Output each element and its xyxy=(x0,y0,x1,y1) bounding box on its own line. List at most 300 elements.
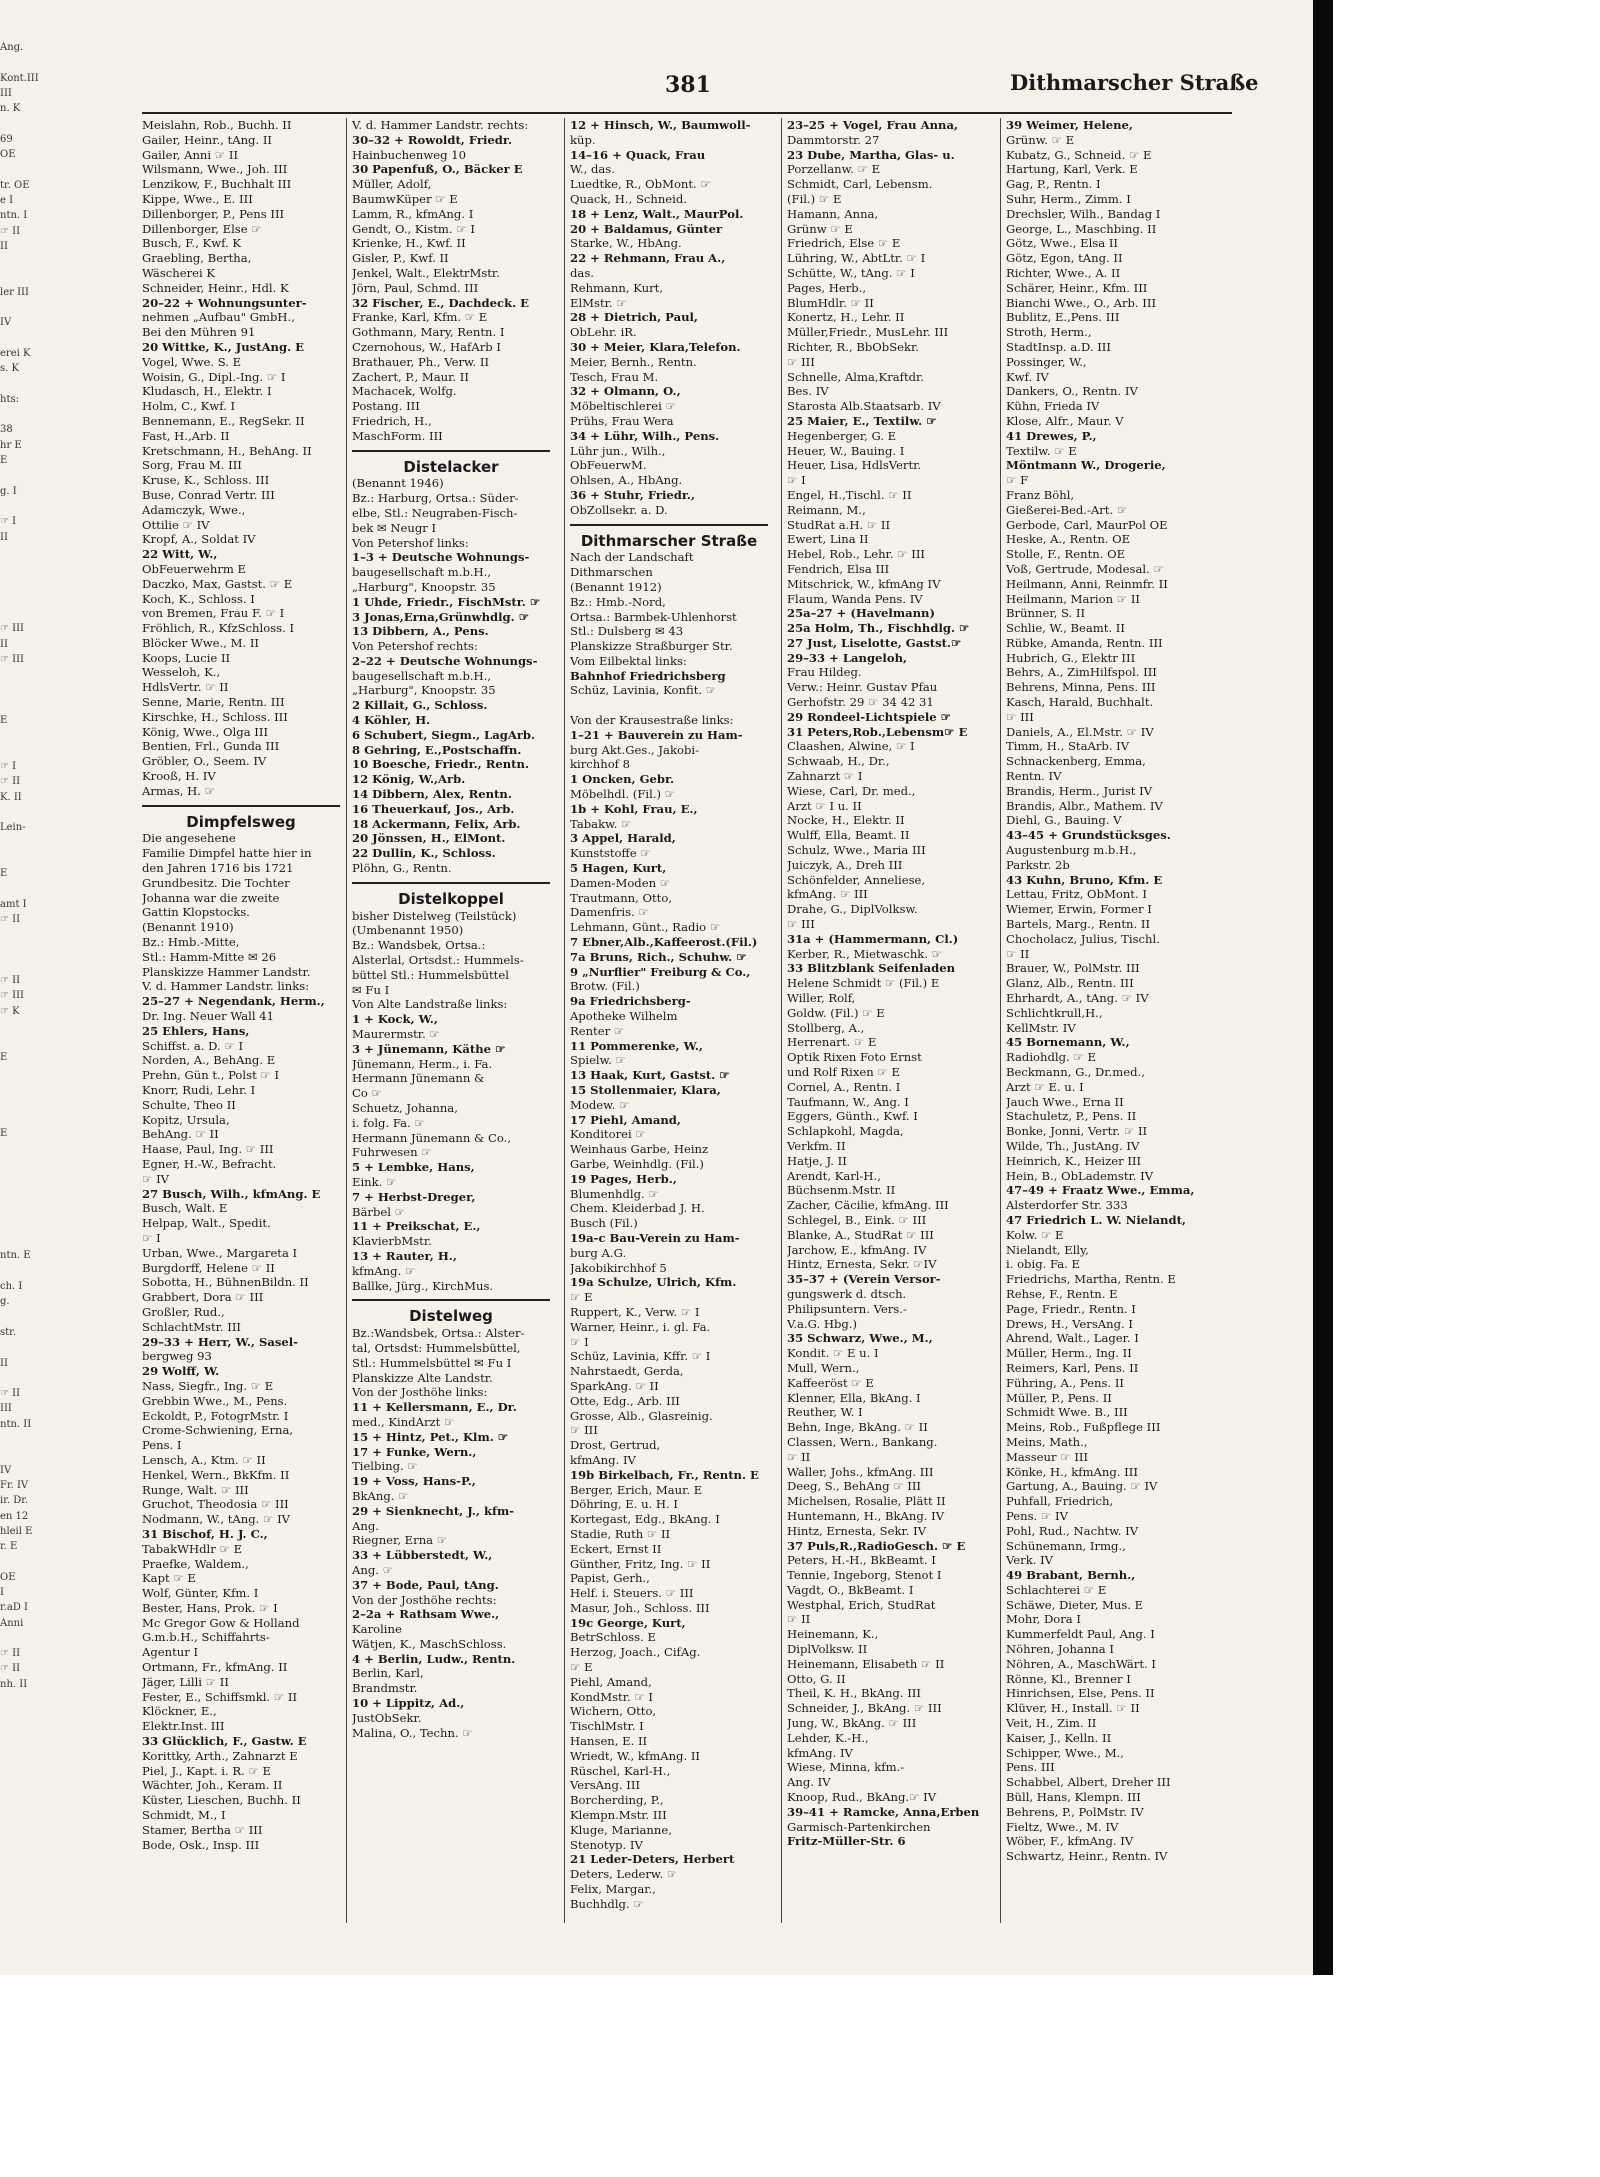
directory-entry: Modew. ☞ xyxy=(570,1097,630,1112)
directory-entry: Schäwe, Dieter, Mus. E xyxy=(1006,1597,1144,1612)
directory-entry: bergweg 93 xyxy=(142,1349,212,1364)
directory-entry: Garbe, Weinhdlg. (Fil.) xyxy=(570,1156,704,1171)
directory-entry: Buse, Conrad Vertr. III xyxy=(142,487,275,502)
strip-fragment xyxy=(0,1218,48,1233)
directory-entry: Claashen, Alwine, ☞ I xyxy=(787,739,915,754)
directory-entry: Reimers, Karl, Pens. II xyxy=(1006,1360,1139,1375)
directory-entry: Piehl, Amand, xyxy=(570,1674,652,1689)
directory-entry: Wöber, F., kfmAng. IV xyxy=(1006,1834,1134,1849)
directory-entry: Ohlsen, A., HbAng. xyxy=(570,473,683,488)
directory-entry: Kühn, Frieda IV xyxy=(1006,399,1100,414)
directory-entry: 11 + Preikschat, E., xyxy=(352,1219,481,1234)
directory-entry: Wäscherei K xyxy=(142,265,216,280)
directory-entry: 2–22 + Deutsche Wohnungs- xyxy=(352,653,538,668)
strip-fragment: OE xyxy=(0,1571,16,1583)
directory-entry: Vom Eilbektal links: xyxy=(570,653,687,668)
directory-entry: Vagdt, O., BkBeamt. I xyxy=(787,1582,914,1597)
directory-entry: Fuhrwesen ☞ xyxy=(352,1145,432,1160)
strip-fragment: en 12 xyxy=(0,1510,29,1522)
directory-entry: Krooß, H. IV xyxy=(142,769,216,784)
directory-entry: Pens. III xyxy=(1006,1760,1055,1775)
directory-entry: BkAng. ☞ xyxy=(352,1488,409,1503)
directory-entry: Verw.: Heinr. Gustav Pfau xyxy=(787,680,938,695)
directory-entry: 29 Rondeel-Lichtspiele ☞ xyxy=(787,709,952,724)
directory-entry: Heinrich, K., Heizer III xyxy=(1006,1153,1142,1168)
directory-entry: Taufmann, W., Ang. I xyxy=(787,1094,909,1109)
directory-entry: MaschForm. III xyxy=(352,428,443,443)
directory-entry: Prehn, Gün t., Polst ☞ I xyxy=(142,1068,280,1083)
directory-entry: Glanz, Alb., Rentn. III xyxy=(1006,976,1134,991)
directory-entry: BetrSchloss. E xyxy=(570,1630,656,1645)
directory-entry: Suhr, Herm., Zimm. I xyxy=(1006,191,1131,206)
directory-entry: Bester, Hans, Prok. ☞ I xyxy=(142,1600,278,1615)
directory-entry: Hartung, Karl, Verk. E xyxy=(1006,162,1138,177)
directory-entry: 1 Uhde, Friedr., FischMstr. ☞ xyxy=(352,594,541,609)
directory-entry: 19a-c Bau-Verein zu Ham- xyxy=(570,1230,740,1245)
strip-fragment xyxy=(0,1631,48,1646)
directory-entry: Korittky, Arth., Zahnarzt E xyxy=(142,1748,298,1763)
directory-entry: 19b Birkelbach, Fr., Rentn. E xyxy=(570,1467,759,1482)
directory-entry: kfmAng. IV xyxy=(570,1452,636,1467)
directory-entry: Mitschrick, W., kfmAng IV xyxy=(787,576,941,591)
directory-entry: Knoop, Rud., BkAng.☞ IV xyxy=(787,1790,937,1805)
directory-entry: Schwaab, H., Dr., xyxy=(787,754,890,769)
directory-entry: BaumwKüper ☞ E xyxy=(352,191,458,206)
directory-entry: Schärer, Heinr., Kfm. III xyxy=(1006,280,1148,295)
directory-entry: (Benannt 1910) xyxy=(142,920,234,935)
strip-fragment: II xyxy=(0,638,8,650)
strip-fragment xyxy=(0,560,48,575)
directory-entry: 1–21 + Bauverein zu Ham- xyxy=(570,727,743,742)
directory-entry: 13 + Rauter, H., xyxy=(352,1248,457,1263)
directory-entry: Trautmann, Otto, xyxy=(570,890,673,905)
strip-fragment: 69 xyxy=(0,133,13,145)
strip-fragment xyxy=(0,1034,48,1049)
directory-entry: Möbelhdl. (Fil.) ☞ xyxy=(570,787,676,802)
directory-entry: Spielw. ☞ xyxy=(570,1053,626,1068)
directory-entry: Zachert, P., Maur. II xyxy=(352,369,469,384)
directory-entry: Bode, Osk., Insp. III xyxy=(142,1837,260,1852)
directory-entry: Quack, H., Schneid. xyxy=(570,191,687,206)
strip-fragment: ler III xyxy=(0,286,29,298)
directory-entry: Stl.: Dulsberg ✉ 43 xyxy=(570,624,684,639)
strip-fragment: II xyxy=(0,531,8,543)
directory-entry: Lamm, R., kfmAng. I xyxy=(352,206,474,221)
column-divider xyxy=(781,118,782,1923)
directory-entry: kfmAng. ☞ III xyxy=(787,887,868,902)
directory-entry: Hermann Jünemann & Co., xyxy=(352,1130,512,1145)
directory-entry: Philipsuntern. Vers.- xyxy=(787,1301,907,1316)
column-divider xyxy=(564,118,565,1923)
directory-entry: 5 Hagen, Kurt, xyxy=(570,861,667,876)
directory-entry: Grünw ☞ E xyxy=(787,221,853,236)
directory-entry: Verk. IV xyxy=(1006,1553,1054,1568)
directory-entry: 16 Theuerkauf, Jos., Arb. xyxy=(352,801,515,816)
directory-entry: TabakWHdlr ☞ E xyxy=(142,1541,243,1556)
strip-fragment: ☞ II xyxy=(0,776,21,788)
strip-fragment xyxy=(0,1141,48,1156)
directory-entry: Busch (Fil.) xyxy=(570,1216,638,1231)
directory-entry: Goldw. (Fil.) ☞ E xyxy=(787,1005,885,1020)
directory-entry: Eink. ☞ xyxy=(352,1174,397,1189)
directory-entry: Hein, B., ObLademstr. IV xyxy=(1006,1168,1154,1183)
strip-fragment xyxy=(0,1157,48,1172)
directory-entry: 28 + Dietrich, Paul, xyxy=(570,310,698,325)
strip-fragment xyxy=(0,805,48,820)
directory-entry: Urban, Wwe., Margareta I xyxy=(142,1245,298,1260)
directory-entry: Hainbuchenweg 10 xyxy=(352,147,467,162)
directory-entry: Hinrichsen, Else, Pens. II xyxy=(1006,1686,1155,1701)
directory-entry: Deeg, S., BehAng ☞ III xyxy=(787,1479,922,1494)
strip-fragment: ☞ III xyxy=(0,623,24,635)
directory-entry: 11 + Kellersmann, E., Dr. xyxy=(352,1400,517,1415)
running-head: Dithmarscher Straße xyxy=(1010,70,1259,95)
column-5 xyxy=(1006,118,1204,1928)
directory-entry: i. obig. Fa. E xyxy=(1006,1257,1080,1272)
directory-entry: Piel, J., Kapt. i. R. ☞ E xyxy=(142,1763,271,1778)
directory-entry: 45 Bornemann, W., xyxy=(1006,1035,1130,1050)
directory-entry: 17 Piehl, Amand, xyxy=(570,1112,681,1127)
directory-entry: Luedtke, R., ObMont. ☞ xyxy=(570,177,711,192)
directory-entry: Daczko, Max, Gastst. ☞ E xyxy=(142,576,293,591)
directory-entry: Woisin, G., Dipl.-Ing. ☞ I xyxy=(142,369,286,384)
directory-entry: med., KindArzt ☞ xyxy=(352,1414,455,1429)
strip-fragment: hts: xyxy=(0,393,19,405)
strip-fragment: E xyxy=(0,1128,8,1140)
directory-entry: Planskizze Hammer Landstr. xyxy=(142,964,311,979)
directory-entry: Wilsmann, Wwe., Joh. III xyxy=(142,162,288,177)
directory-entry: Von Petershof rechts: xyxy=(352,639,478,654)
directory-entry: 43 Kuhn, Bruno, Kfm. E xyxy=(1006,872,1163,887)
directory-entry: Parkstr. 2b xyxy=(1006,857,1070,872)
directory-entry: ☞ II xyxy=(1006,946,1030,961)
directory-entry: Nöhren, Johanna I xyxy=(1006,1642,1114,1657)
directory-entry: Verkfm. II xyxy=(787,1138,846,1153)
strip-fragment: I xyxy=(0,1586,4,1598)
directory-entry: Klöckner, E., xyxy=(142,1704,217,1719)
directory-entry: Schiffst. a. D. ☞ I xyxy=(142,1038,244,1053)
directory-entry: Stolle, F., Rentn. OE xyxy=(1006,547,1126,562)
directory-entry: Gag, P., Rentn. I xyxy=(1006,177,1101,192)
directory-entry: 4 + Berlin, Ludw., Rentn. xyxy=(352,1651,516,1666)
directory-entry: Behn, Inge, BkAng. ☞ II xyxy=(787,1420,928,1435)
strip-fragment: IV xyxy=(0,1464,12,1476)
directory-entry: Grosse, Alb., Glasreinig. xyxy=(570,1408,713,1423)
directory-entry: Wulff, Ella, Beamt. II xyxy=(787,828,910,843)
directory-entry: 34 + Lühr, Wilh., Pens. xyxy=(570,428,720,443)
directory-entry: Klüver, H., Install. ☞ II xyxy=(1006,1701,1140,1716)
directory-entry: Kretschmann, H., BehAng. II xyxy=(142,443,312,458)
directory-entry: 31 Peters,Rob.,Lebensm☞ E xyxy=(787,724,968,739)
directory-entry: ☞ III xyxy=(787,917,815,932)
directory-entry: Kludasch, H., Elektr. I xyxy=(142,384,272,399)
directory-entry: Cornel, A., Rentn. I xyxy=(787,1079,901,1094)
directory-entry: 27 Just, Liselotte, Gastst.☞ xyxy=(787,635,962,650)
directory-entry: Gießerei-Bed.-Art. ☞ xyxy=(1006,502,1128,517)
directory-entry: Heuer, W., Bauing. I xyxy=(787,443,905,458)
directory-entry: Lühring, W., AbtLtr. ☞ I xyxy=(787,251,926,266)
directory-entry: „Harburg", Knoopstr. 35 xyxy=(352,683,496,698)
directory-entry: Bz.: Hmb.-Mitte, xyxy=(142,935,240,950)
directory-entry: Franz Böhl, xyxy=(1006,487,1075,502)
section-rule xyxy=(142,805,340,807)
directory-entry: 3 Jonas,Erna,Grünwhdlg. ☞ xyxy=(352,609,530,624)
strip-fragment xyxy=(0,927,48,942)
directory-entry: 7a Bruns, Rich., Schuhw. ☞ xyxy=(570,949,747,964)
directory-entry: Nahrstaedt, Gerda, xyxy=(570,1364,684,1379)
directory-entry: das. xyxy=(570,265,594,280)
directory-entry: W., das. xyxy=(570,162,615,177)
directory-entry: 3 + Jünemann, Käthe ☞ xyxy=(352,1041,506,1056)
section-rule xyxy=(352,1299,550,1301)
directory-entry: Schuetz, Johanna, xyxy=(352,1101,458,1115)
directory-entry: 4 Köhler, H. xyxy=(352,713,431,728)
directory-entry: 22 + Rehmann, Frau A., xyxy=(570,251,726,266)
directory-entry: Masseur ☞ III xyxy=(1006,1449,1089,1464)
strip-fragment xyxy=(0,377,48,392)
column-1 xyxy=(142,118,340,1928)
directory-entry: Heilmann, Marion ☞ II xyxy=(1006,591,1141,606)
column-2 xyxy=(352,118,550,1928)
directory-entry: gungswerk d. dtsch. xyxy=(787,1286,907,1301)
directory-entry: Berger, Erich, Maur. E xyxy=(570,1482,703,1497)
directory-entry: 1 + Kock, W., xyxy=(352,1012,438,1027)
directory-entry: Mc Gregor Gow & Holland xyxy=(142,1615,300,1630)
directory-entry: Holm, C., Kwf. I xyxy=(142,399,236,414)
directory-entry: 13 Dibbern, A., Pens. xyxy=(352,624,489,639)
directory-entry: 1 Oncken, Gebr. xyxy=(570,772,675,787)
directory-entry: Veit, H., Zim. II xyxy=(1006,1716,1097,1731)
directory-entry: kfmAng. IV xyxy=(787,1745,853,1760)
directory-entry: Grünw. ☞ E xyxy=(1006,132,1075,147)
directory-entry: Norden, A., BehAng. E xyxy=(142,1053,276,1068)
strip-fragment xyxy=(0,851,48,866)
strip-fragment xyxy=(0,55,48,70)
directory-entry: KlavierbMstr. xyxy=(352,1234,432,1249)
strip-fragment: E xyxy=(0,1051,8,1063)
directory-entry: ☞ III xyxy=(1006,709,1034,724)
directory-entry: 35–37 + (Verein Versor- xyxy=(787,1272,941,1287)
directory-entry: StadtInsp. a.D. III xyxy=(1006,339,1111,354)
directory-entry: Konertz, H., Lehr. II xyxy=(787,310,905,325)
directory-entry: Papist, Gerh., xyxy=(570,1571,650,1586)
directory-entry: Fröhlich, R., KfzSchloss. I xyxy=(142,621,295,636)
directory-entry: DiplVolksw. II xyxy=(787,1642,868,1657)
directory-entry: Wiemer, Erwin, Former I xyxy=(1006,902,1152,917)
directory-entry: Schlachterei ☞ E xyxy=(1006,1582,1107,1597)
directory-entry: 35 Schwarz, Wwe., M., xyxy=(787,1331,933,1346)
directory-entry: Schnelle, Alma,Kraftdr. xyxy=(787,369,924,384)
directory-entry: Alsterdorfer Str. 333 xyxy=(1006,1198,1128,1213)
directory-entry: Prühs, Frau Wera xyxy=(570,413,674,428)
directory-entry: Sorg, Frau M. III xyxy=(142,458,242,473)
directory-entry: Hebel, Rob., Lehr. ☞ III xyxy=(787,547,926,562)
column-4 xyxy=(787,118,985,1928)
directory-entry: Franke, Karl, Kfm. ☞ E xyxy=(352,310,488,325)
directory-entry: Agentur I xyxy=(142,1645,199,1660)
directory-entry: Kunststoffe ☞ xyxy=(570,846,651,861)
directory-entry: Fritz-Müller-Str. 6 xyxy=(787,1834,906,1849)
directory-entry: ☞ I xyxy=(570,1334,589,1349)
directory-entry: Meins, Math., xyxy=(1006,1434,1088,1449)
strip-fragment xyxy=(0,116,48,131)
scan-edge xyxy=(1313,0,1333,1975)
directory-entry: BehAng. ☞ II xyxy=(142,1127,219,1142)
directory-entry: Von der Krausestraße links: xyxy=(570,713,734,728)
strip-fragment: ☞ III xyxy=(0,653,24,665)
column-divider xyxy=(346,118,347,1923)
directory-entry: Schüz, Lavinia, Konfit. ☞ xyxy=(570,683,717,698)
directory-entry: „Harburg", Knoopstr. 35 xyxy=(352,579,496,594)
directory-entry: Hintz, Ernesta, Sekr. ☞IV xyxy=(787,1257,937,1272)
directory-entry: Nass, Siegfr., Ing. ☞ E xyxy=(142,1378,274,1393)
directory-entry: 33 Blitzblank Seifenladen xyxy=(787,961,956,976)
directory-entry: Waller, Johs., kfmAng. III xyxy=(787,1464,934,1479)
strip-fragment xyxy=(0,331,48,346)
directory-entry: Richter, R., BbObSekr. xyxy=(787,339,919,354)
directory-entry: Friedrich, H., xyxy=(352,413,432,428)
directory-entry: Fieltz, Wwe., M. IV xyxy=(1006,1819,1119,1834)
strip-fragment xyxy=(0,1233,48,1248)
directory-entry: ObZollsekr. a. D. xyxy=(570,502,668,517)
directory-entry: Gendt, O., Kistm. ☞ I xyxy=(352,221,475,236)
directory-entry: Müller,Friedr., MusLehr. III xyxy=(787,325,949,340)
strip-fragment: Anni xyxy=(0,1617,24,1629)
directory-entry: Ahrend, Walt., Lager. I xyxy=(1006,1331,1139,1346)
directory-entry: Gerbode, Carl, MaurPol OE xyxy=(1006,517,1168,532)
directory-entry: Ortmann, Fr., kfmAng. II xyxy=(142,1660,288,1675)
directory-entry: Wolf, Günter, Kfm. I xyxy=(142,1586,259,1601)
directory-entry: 6 Schubert, Siegm., LagArb. xyxy=(352,727,536,742)
directory-entry: Familie Dimpfel hatte hier in xyxy=(142,846,312,861)
directory-entry: Mohr, Dora I xyxy=(1006,1612,1081,1627)
directory-entry: Blanke, A., StudRat ☞ III xyxy=(787,1227,934,1242)
directory-entry: Zacher, Cäcilie, kfmAng. III xyxy=(787,1198,949,1213)
directory-entry: V.a.G. Hbg.) xyxy=(787,1316,858,1331)
directory-entry: Schipper, Wwe., M., xyxy=(1006,1745,1124,1760)
directory-entry: 29–33 + Langeloh, xyxy=(787,650,908,665)
directory-entry: 21 Leder-Deters, Herbert xyxy=(570,1852,735,1867)
directory-entry: Radiohdlg. ☞ E xyxy=(1006,1050,1096,1065)
directory-entry: (Benannt 1912) xyxy=(570,579,662,594)
directory-entry: Kluge, Marianne, xyxy=(570,1822,672,1837)
directory-entry: Schlegel, B., Eink. ☞ III xyxy=(787,1212,927,1227)
directory-entry: Meins, Rob., Fußpflege III xyxy=(1006,1420,1161,1435)
directory-entry: Drost, Gertrud, xyxy=(570,1438,661,1453)
directory-entry: Rentn. IV xyxy=(1006,769,1062,784)
directory-entry: Arendt, Karl-H., xyxy=(787,1168,881,1183)
directory-entry: Gruchot, Theodosia ☞ III xyxy=(142,1497,289,1512)
directory-entry: 39 Weimer, Helene, xyxy=(1006,118,1133,132)
directory-entry: Postang. III xyxy=(352,399,420,414)
directory-entry: 47 Friedrich L. W. Nielandt, xyxy=(1006,1212,1186,1227)
strip-fragment: Fr. IV xyxy=(0,1479,29,1491)
directory-entry: Brandmstr. xyxy=(352,1681,418,1696)
directory-entry: 22 Witt, W., xyxy=(142,547,218,562)
directory-entry: Arzt ☞ E. u. I xyxy=(1006,1079,1084,1094)
directory-entry: Kruse, K., Schloss. III xyxy=(142,473,270,488)
strip-fragment xyxy=(0,1095,48,1110)
section-rule xyxy=(352,450,550,452)
directory-entry: Schünemann, Irmg., xyxy=(1006,1538,1126,1553)
directory-entry: Klempn.Mstr. III xyxy=(570,1808,667,1823)
directory-entry: Richter, Wwe., A. II xyxy=(1006,265,1121,280)
directory-entry: Koch, K., Schloss. I xyxy=(142,591,255,606)
directory-entry: 43–45 + Grundstücksges. xyxy=(1006,828,1171,843)
directory-entry: Schüz, Lavinia, Kffr. ☞ I xyxy=(570,1349,711,1364)
directory-entry: Borcherding, P., xyxy=(570,1793,664,1808)
directory-entry: Armas, H. ☞ xyxy=(142,783,216,798)
directory-entry: Behrs, A., ZimHilfspol. III xyxy=(1006,665,1157,680)
directory-entry: Bartels, Marg., Rentn. II xyxy=(1006,917,1151,932)
directory-entry: Runge, Walt. ☞ III xyxy=(142,1482,249,1497)
directory-entry: 20 + Baldamus, Günter xyxy=(570,221,723,236)
directory-entry: Rönne, Kl., Brenner I xyxy=(1006,1671,1131,1686)
directory-entry: Huntemann, H., BkAng. IV xyxy=(787,1508,945,1523)
directory-entry: Planskizze Straßburger Str. xyxy=(570,639,733,654)
column-divider xyxy=(1000,118,1001,1923)
directory-entry: Zahnarzt ☞ I xyxy=(787,769,863,784)
directory-entry: Page, Friedr., Rentn. I xyxy=(1006,1301,1136,1316)
directory-entry: Ruppert, K., Verw. ☞ I xyxy=(570,1304,700,1319)
directory-entry: Gothmann, Mary, Rentn. I xyxy=(352,325,505,340)
directory-entry: Schlie, W., Beamt. II xyxy=(1006,621,1125,636)
strip-fragment: r. E xyxy=(0,1541,18,1553)
directory-entry: bek ✉ Neugr I xyxy=(352,520,437,535)
directory-entry: Wriedt, W., kfmAng. II xyxy=(570,1748,701,1763)
directory-entry: 33 Glücklich, F., Gastw. E xyxy=(142,1734,307,1749)
directory-entry: Friedrichs, Martha, Rentn. E xyxy=(1006,1272,1176,1287)
directory-entry: Wiese, Minna, kfm.- xyxy=(787,1760,905,1775)
directory-entry: V. d. Hammer Landstr. links: xyxy=(142,979,310,994)
directory-entry: Diehl, G., Bauing. V xyxy=(1006,813,1122,828)
directory-entry: Berlin, Karl, xyxy=(352,1666,424,1681)
directory-entry: 37 Puls,R.,RadioGesch. ☞ E xyxy=(787,1538,966,1553)
directory-entry: Lehder, K.-H., xyxy=(787,1730,869,1745)
directory-entry: Tesch, Frau M. xyxy=(570,369,659,384)
directory-entry: Stollberg, A., xyxy=(787,1020,865,1035)
directory-entry: Co ☞ xyxy=(352,1086,382,1101)
directory-entry: nehmen „Aufbau" GmbH., xyxy=(142,310,295,325)
directory-entry: Wätjen, K., MaschSchloss. xyxy=(352,1636,507,1651)
directory-entry: 15 Stollenmaier, Klara, xyxy=(570,1083,721,1097)
directory-entry: Von der Josthöhe rechts: xyxy=(352,1592,497,1607)
directory-entry: Götz, Wwe., Elsa II xyxy=(1006,236,1119,251)
directory-entry: i. folg. Fa. ☞ xyxy=(352,1115,425,1130)
strip-fragment: e I xyxy=(0,194,14,206)
directory-entry: Vogel, Wwe. S. E xyxy=(142,354,242,369)
directory-entry: Hamann, Anna, xyxy=(787,206,879,221)
directory-entry: Krienke, H., Kwf. II xyxy=(352,236,466,251)
strip-fragment: OE xyxy=(0,149,16,161)
directory-entry: Beckmann, G., Dr.med., xyxy=(1006,1065,1145,1079)
strip-fragment: r.aD I xyxy=(0,1602,28,1614)
directory-entry: Sobotta, H., BühnenBildn. II xyxy=(142,1275,309,1290)
directory-entry: Möbeltischlerei ☞ xyxy=(570,399,676,414)
strip-fragment: ☞ K xyxy=(0,1005,20,1017)
directory-entry: Machacek, Wolfg. xyxy=(352,384,457,399)
directory-entry: Schwartz, Heinr., Rentn. IV xyxy=(1006,1849,1168,1864)
directory-entry: Wichern, Otto, xyxy=(570,1704,657,1719)
directory-entry: Bahnhof Friedrichsberg xyxy=(570,668,726,683)
directory-entry: Kondit. ☞ E u. I xyxy=(787,1346,879,1361)
directory-entry: Theil, K. H., BkAng. III xyxy=(787,1686,921,1701)
directory-entry: Classen, Wern., Bankang. xyxy=(787,1434,938,1449)
directory-entry: Damen-Moden ☞ xyxy=(570,875,671,890)
strip-fragment: ntn. II xyxy=(0,1418,32,1430)
strip-fragment: amt I xyxy=(0,898,27,910)
directory-entry: ✉ Fu I xyxy=(352,982,390,997)
